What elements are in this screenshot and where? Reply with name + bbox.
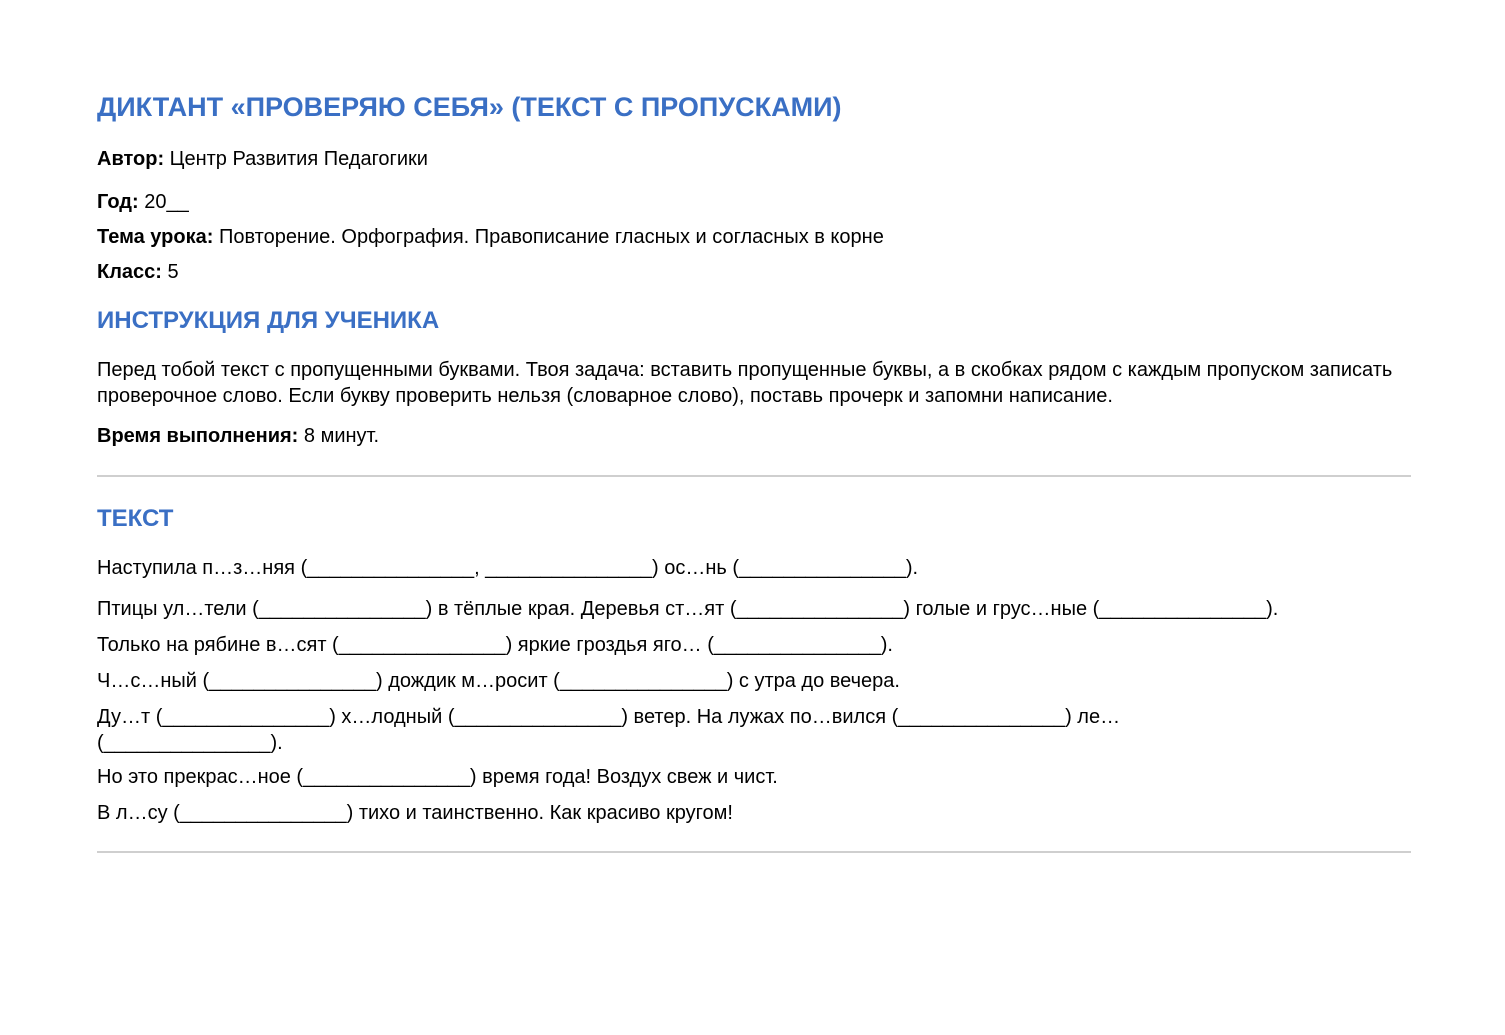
text-line-5: Ду…т (_______________) х…лодный (_______________) ветер. На лужах по…вился (_______________) ле… (_______________).	[97, 706, 1121, 754]
grade-value: 5	[161, 261, 179, 283]
year-value: 20__	[138, 191, 189, 213]
text-line-7: В л…су (_______________) тихо и таинственно. Как красиво кругом!	[97, 802, 733, 824]
text-line-2: Птицы ул…тели (_______________) в тёплые края. Деревья ст…ят (_______________) голые и грус…ные (_______________).	[97, 598, 1279, 620]
author-value: Центр Развития Педагогики	[164, 148, 428, 170]
grade-line	[97, 259, 179, 285]
author-line	[97, 146, 428, 172]
year-label: Год:	[97, 191, 139, 213]
text-line-1: Наступила п…з…няя (_______________, _______________) ос…нь (_______________).	[97, 557, 919, 579]
grade-label: Класс:	[97, 261, 162, 283]
time-label: Время выполнения:	[97, 425, 299, 447]
author-label: Автор:	[97, 148, 165, 170]
instructions-body: Перед тобой текст с пропущенными буквами. Твоя задача: вставить пропущенные буквы, а в скобках рядом с каждым пропуском записать проверочное слово. Если букву проверить нельзя (словарное слово), поставь прочерк и запомни написание.	[97, 359, 1393, 407]
text-line-4: Ч…с…ный (_______________) дождик м…росит (_______________) с утра до вечера.	[97, 670, 900, 692]
time-value: 8 минут.	[298, 425, 380, 447]
text-line-3: Только на рябине в…сят (_______________) яркие гроздья яго… (_______________).	[97, 634, 893, 656]
instructions-heading: ИНСТРУКЦИЯ ДЛЯ УЧЕНИКА	[97, 307, 440, 334]
text-line-6: Но это прекрас…ное (_______________) время года! Воздух свеж и чист.	[97, 766, 778, 788]
document-title: ДИКТАНТ «ПРОВЕРЯЮ СЕБЯ» (ТЕКСТ С ПРОПУСКАМИ)	[97, 92, 842, 122]
year-line	[97, 189, 189, 215]
topic-label: Тема урока:	[97, 226, 214, 248]
topic-value: Повторение. Орфография. Правописание гласных и согласных в корне	[213, 226, 884, 248]
time-line	[97, 423, 379, 449]
topic-line	[97, 224, 884, 250]
divider-bottom	[97, 851, 1411, 853]
divider-top	[97, 475, 1411, 477]
text-heading: ТЕКСТ	[97, 505, 174, 532]
